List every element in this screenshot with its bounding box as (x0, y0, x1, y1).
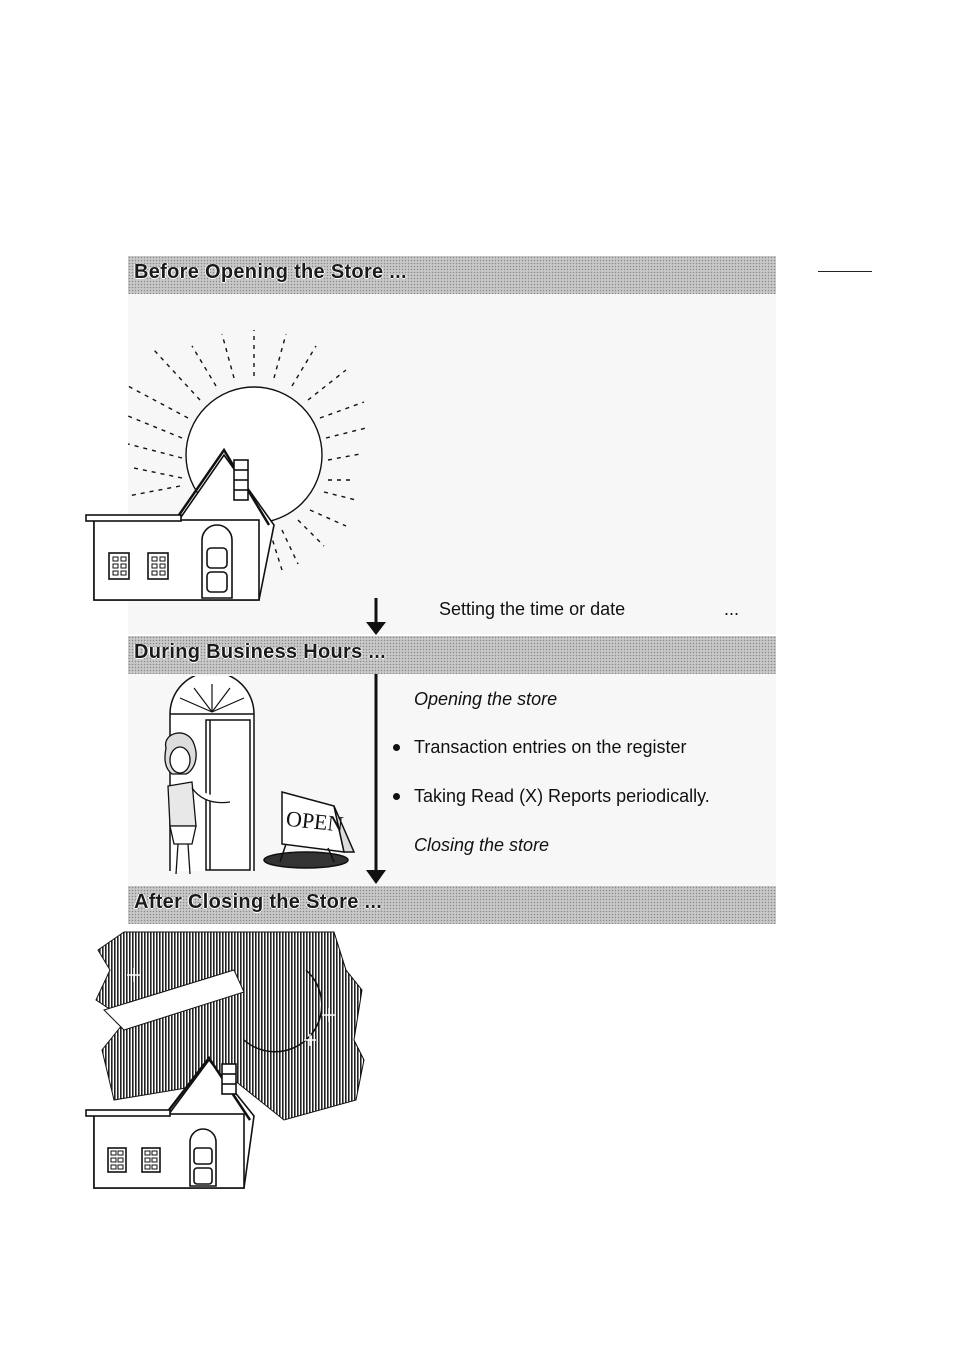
section-after-bar (128, 886, 776, 924)
section-during-bar (128, 636, 776, 674)
woman-open-sign-illustration (158, 676, 358, 881)
closing-store-text: Closing the store (414, 835, 550, 855)
down-arrow-icon (362, 598, 390, 636)
setting-time-date-text: Setting the time or date (439, 599, 626, 619)
night-moon-house-illustration (84, 930, 366, 1192)
bullet-dot (393, 793, 400, 800)
section-during-title: During Business Hours ... (134, 641, 386, 663)
bullet-dot (393, 744, 400, 751)
transaction-entries-text: Transaction entries on the register (414, 737, 687, 757)
section-before-bar (128, 256, 776, 294)
open-sign-icon (264, 792, 354, 868)
timeline-arrow-icon (364, 674, 388, 886)
open-sign-text: OPEN (284, 805, 345, 837)
section-before-title: Before Opening the Store ... (134, 261, 407, 283)
read-reports-text: Taking Read (X) Reports periodically. (414, 786, 710, 806)
section-after-title: After Closing the Store ... (134, 891, 383, 913)
morning-sun-house-illustration (84, 320, 374, 605)
setting-ellipsis: ... (724, 599, 740, 619)
margin-rule (818, 271, 872, 272)
house-icon (86, 450, 274, 600)
opening-store-text: Opening the store (414, 689, 558, 709)
